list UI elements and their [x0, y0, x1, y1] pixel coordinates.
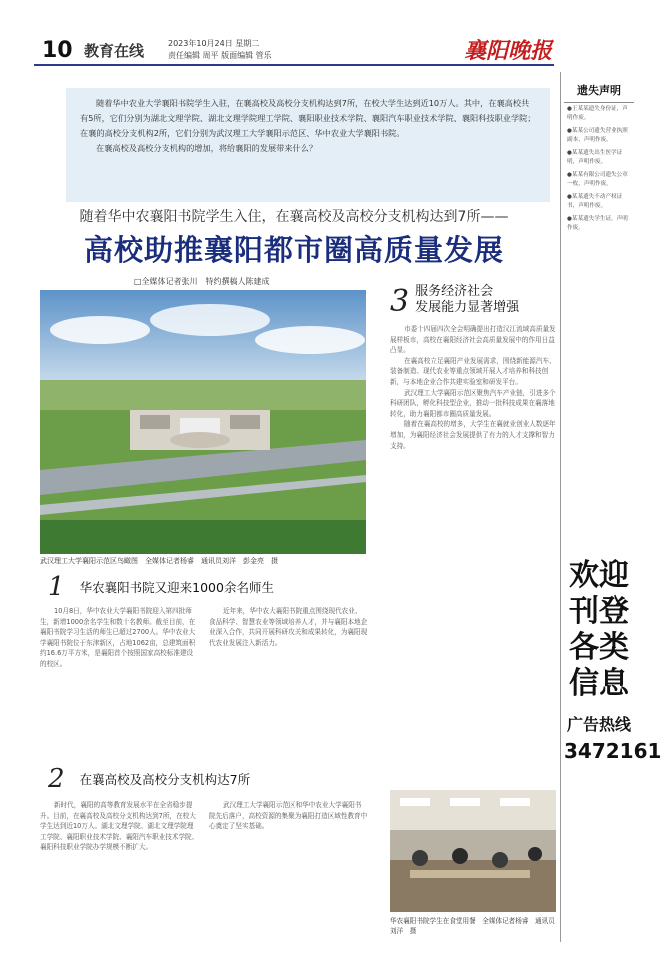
hotline-number: 3472161: [564, 739, 662, 763]
notice-title: 遗失声明: [564, 78, 634, 103]
section-number: 3: [390, 284, 410, 319]
body-paragraph: 10月8日，华中农业大学襄阳书院迎入第四批师生，新增1000余名学生和数十名教师。截至目前，在襄阳书院学习生活的师生已超过2700人。华中农业大学襄阳书院位于东津新区，占地1062亩，总建筑面积约16.6万平方米，是襄阳首个按照国家高校标准建设的校区。: [40, 607, 196, 668]
section-1-heading: [48, 572, 368, 602]
page-number: 10: [42, 38, 73, 63]
body-paragraph: 在襄高校立足襄阳产业发展需求，围绕新能源汽车、装备制造、现代农业等重点领域开展人才培养和科技创新，与本地企业合作共建实验室和研发平台。: [390, 356, 556, 386]
photo-caption: 武汉理工大学襄阳示范区鸟瞰图 全媒体记者杨睿 通讯员刘洋 彭金亮 摄: [40, 557, 278, 565]
notice-item: ●某某遗失不动产权证书，声明作废。: [567, 194, 623, 209]
intro-paragraph: 在襄高校及高校分支机构的增加，将给襄阳的发展带来什么？: [96, 143, 318, 153]
photo-caption: 华农襄阳书院学生在食堂用餐 全媒体记者杨睿 通讯员刘洋 摄: [390, 917, 555, 935]
aerial-photo: [40, 290, 366, 554]
section-3-body: [390, 324, 556, 784]
body-paragraph: 随着在襄高校的增多，大学生在襄就业创业人数逐年增加，为襄阳经济社会发展提供了有力的人才支撑和智力支持。: [390, 420, 556, 450]
notice-item: ●王某某遗失身份证，声明作废。: [567, 106, 628, 121]
byline: □全媒体记者张川 特约撰稿人陈建成: [134, 277, 270, 286]
section-number: 2: [48, 764, 65, 794]
masthead: 襄阳晚报: [464, 38, 553, 64]
section-title: 在襄高校及高校分支机构达7所: [79, 772, 251, 787]
column-divider: [560, 72, 561, 942]
canteen-photo: [390, 790, 556, 912]
body-paragraph: 市委十四届四次全会明确提出打造汉江流域高质量发展样板市，高校在襄阳经济社会高质量发展中的作用日益凸显。: [390, 325, 556, 355]
section-2-heading: [48, 764, 368, 794]
body-paragraph: 武汉理工大学襄阳示范区聚焦汽车产业链，引进多个科研团队，孵化科技型企业，推动一批科技成果在襄落地转化，助力襄阳都市圈高质量发展。: [390, 388, 556, 418]
section-3-heading: [390, 284, 556, 319]
hotline-label: 广告热线: [566, 715, 631, 734]
section-2-body: [40, 800, 368, 940]
section-subtitle: 发展能力显著增强: [415, 300, 520, 315]
notice-item: ●某某公司遗失营业执照副本，声明作废。: [567, 128, 628, 143]
body-paragraph: 近年来，华中农大襄阳书院重点围绕现代农业、食品科学、智慧农业等领域培养人才，并与襄阳本地企业深入合作，共同开展科研攻关和成果转化，为襄阳现代农业发展注入新活力。: [209, 607, 368, 647]
body-paragraph: 新时代，襄阳的高等教育发展水平在全省稳步提升。目前，在襄高校及高校分支机构达到7所，在校大学生达到近10万人。湖北文理学院、湖北文理学院理工学院、襄阳职业技术学院、襄阳汽车职业技术学院、襄阳科技职业学院办学规模不断扩大。: [40, 801, 199, 852]
issue-date: 2023年10月24日 星期二: [168, 39, 260, 48]
section-title: 华农襄阳书院又迎来1000余名师生: [79, 580, 274, 595]
page-header: [34, 32, 554, 66]
sidebar: [564, 78, 662, 944]
body-paragraph: 武汉理工大学襄阳示范区和华中农业大学襄阳书院先后落户，高校资源的集聚为襄阳打造区域性教育中心奠定了坚实基础。: [209, 801, 368, 831]
kicker: 随着华中农襄阳书院学生入住，在襄高校及高校分支机构达到7所——: [79, 209, 509, 225]
section-number: 1: [48, 572, 65, 602]
ad-block: [564, 558, 662, 763]
notice-item: ●某某有限公司遗失公章一枚，声明作废。: [567, 172, 628, 187]
ad-slogan: 欢迎刊登各类信息: [569, 558, 629, 701]
section-1-body: [40, 606, 368, 756]
headline: 高校助推襄阳都市圈高质量发展: [83, 233, 504, 267]
notice-item: ●某某遗失学生证，声明作废。: [567, 216, 628, 231]
intro-paragraph: 随着华中农业大学襄阳书院学生入驻，在襄高校及高校分支机构达到7所，在校大学生达到近10万人。其中，在襄高校共有5所，它们分别为湖北文理学院、湖北文理学院理工学院、襄阳职业技术学院、襄阳汽车职业技术学院、襄阳科技职业学院；在襄的高校分支机构2所，它们分别为武汉理工大学襄阳示范区、华中农业大学襄阳书院。: [80, 98, 536, 138]
section-title: 服务经济社会: [415, 284, 494, 299]
newspaper-page: [34, 32, 662, 944]
column-name: 教育在线: [84, 42, 145, 60]
intro-box: [66, 88, 550, 202]
editors: 责任编辑 周平 版面编辑 管乐: [168, 51, 272, 60]
notice-item: ●某某遗失出生医学证明，声明作废。: [567, 150, 623, 165]
